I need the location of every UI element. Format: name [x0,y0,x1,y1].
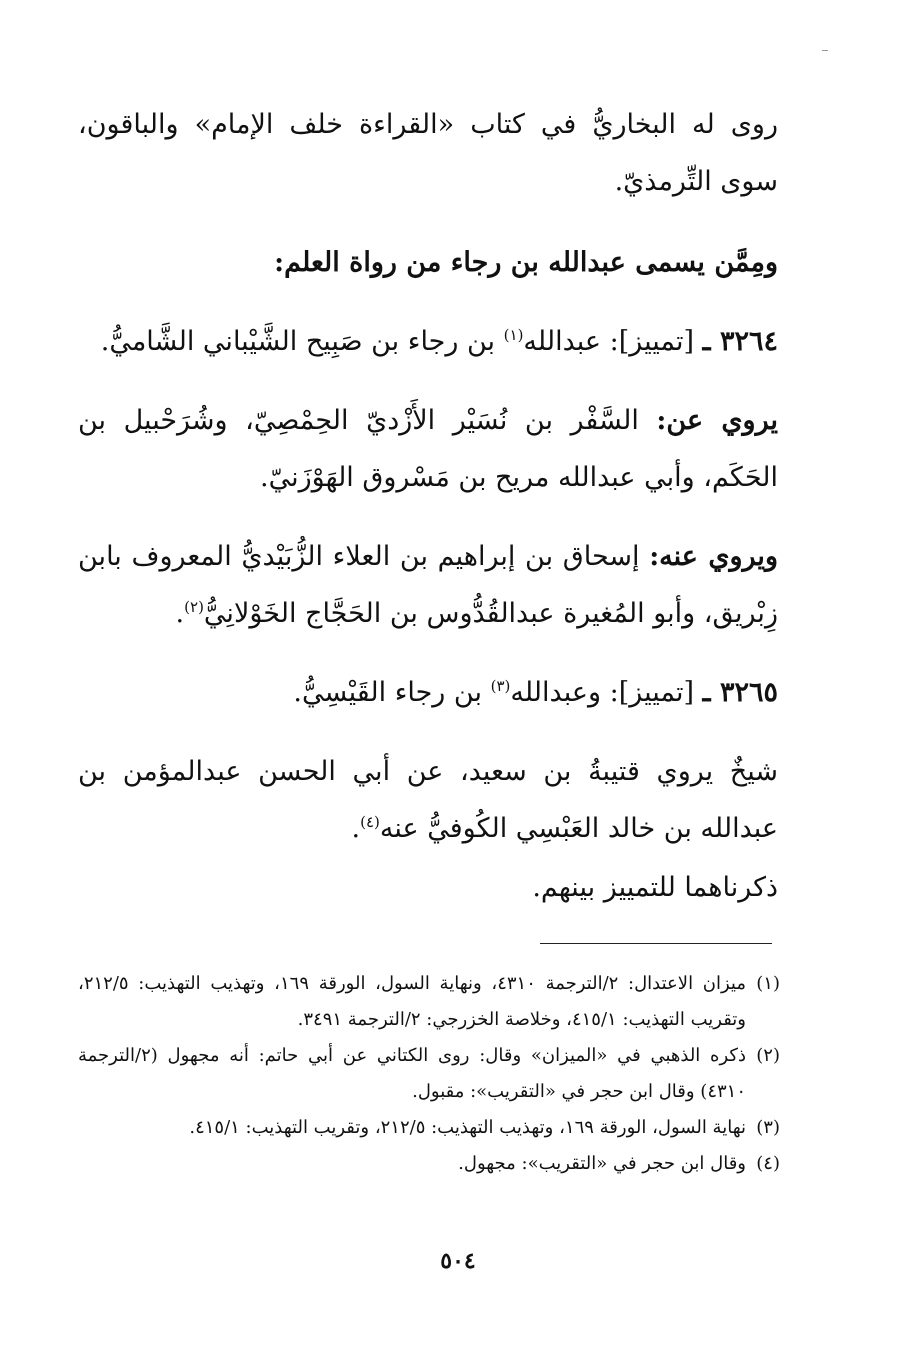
entry-tag: [تمييز]: [609,677,695,708]
footnote-ref-4: (٤) [360,813,380,831]
footnote-2 [78,1038,780,1110]
paragraph-text: شيخٌ يروي قتيبةُ بن سعيد، عن أبي الحسن عبدالمؤمن بن عبدالله بن خالد العَبْسِي الكُوفيُّ عنه [78,756,778,844]
footnote-text: ذكره الذهبي في «الميزان» وقال: روى الكتاني عن أبي حاتم: أنه مجهول (٢/الترجمة ٤٣١٠) وقال ابن حجر في «التقريب»: مقبول. [78,1045,746,1102]
footnote-ref-3: (٣) [490,677,511,695]
entry-3265 [78,664,778,721]
paragraph-narration [78,96,778,210]
section-heading [78,234,778,291]
lead-label: يروي عن: [656,405,778,436]
lead-label: ويروي عنه: [649,541,778,572]
footnote-number: (٢) [756,1045,780,1066]
paragraph-end: . [175,598,185,629]
paragraph-text: السَّفْر بن نُسَيْر الأَزْديّ الحِمْصِيّ، وشُرَحْبيل بن الحَكَم، وأبي عبدالله مريح بن مَسْروق الهَوْزَنيّ. [78,405,778,493]
footnote-text: وقال ابن حجر في «التقريب»: مجهول. [458,1153,746,1174]
footnote-3 [78,1110,780,1146]
footnote-ref-2: (٢) [184,598,204,616]
paragraph-end: . [351,813,361,844]
paragraph-text: روى له البخاريُّ في كتاب «القراءة خلف الإمام» والباقون، سوى التِّرمذيّ. [78,109,778,197]
closing-line [78,859,778,916]
footnote-ref-1: (١) [503,326,524,344]
footnote-text: ميزان الاعتدال: ٢/الترجمة ٤٣١٠، ونهاية السول، الورقة ١٦٩، وتهذيب التهذيب: ٢١٢/٥، وتقريب التهذيب: ٤١٥/١، وخلاصة الخزرجي: ٢/الترجمة ٣٤٩١. [78,973,746,1030]
entry-text: بن رجاء بن صَبِيح الشَّيْباني الشَّاميُّ. [100,326,496,357]
scan-mark [822,50,828,51]
footnote-text: نهاية السول، الورقة ١٦٩، وتهذيب التهذيب: ٢١٢/٥، وتقريب التهذيب: ٤١٥/١. [189,1117,746,1138]
section-heading-text: ومِمَّن يسمى عبدالله بن رجاء من رواة العلم: [274,247,778,278]
page-number: ٥٠٤ [440,1248,476,1274]
footnote-number: (٤) [756,1153,780,1174]
footnote-4 [78,1146,780,1182]
entry-3264 [78,313,778,370]
paragraph-text: إسحاق بن إبراهيم بن العلاء الزُّبَيْديُّ المعروف بابن زِبْريق، وأبو المُغيرة عبدالقُدُّوس بن الحَجَّاج الخَوْلانِيُّ [78,541,778,629]
footnotes [78,966,780,1182]
footnote-1 [78,966,780,1038]
entry-name: عبدالله [523,326,601,357]
paragraph-sheikh [78,743,778,857]
main-text [78,96,778,916]
entry-text: بن رجاء القَيْسِيُّ. [293,677,482,708]
paragraph-narrates-from [78,392,778,506]
entry-number: ٣٢٦٥ ـ [702,677,778,708]
footnote-number: (٣) [756,1117,780,1138]
entry-name: وعبدالله [510,677,601,708]
entry-number: ٣٢٦٤ ـ [702,326,778,357]
paragraph-narrated-by [78,528,778,642]
footnote-divider [540,943,772,944]
entry-tag: [تمييز]: [609,326,695,357]
footnote-number: (١) [756,973,780,994]
closing-text: ذكرناهما للتمييز بينهم. [532,872,778,903]
